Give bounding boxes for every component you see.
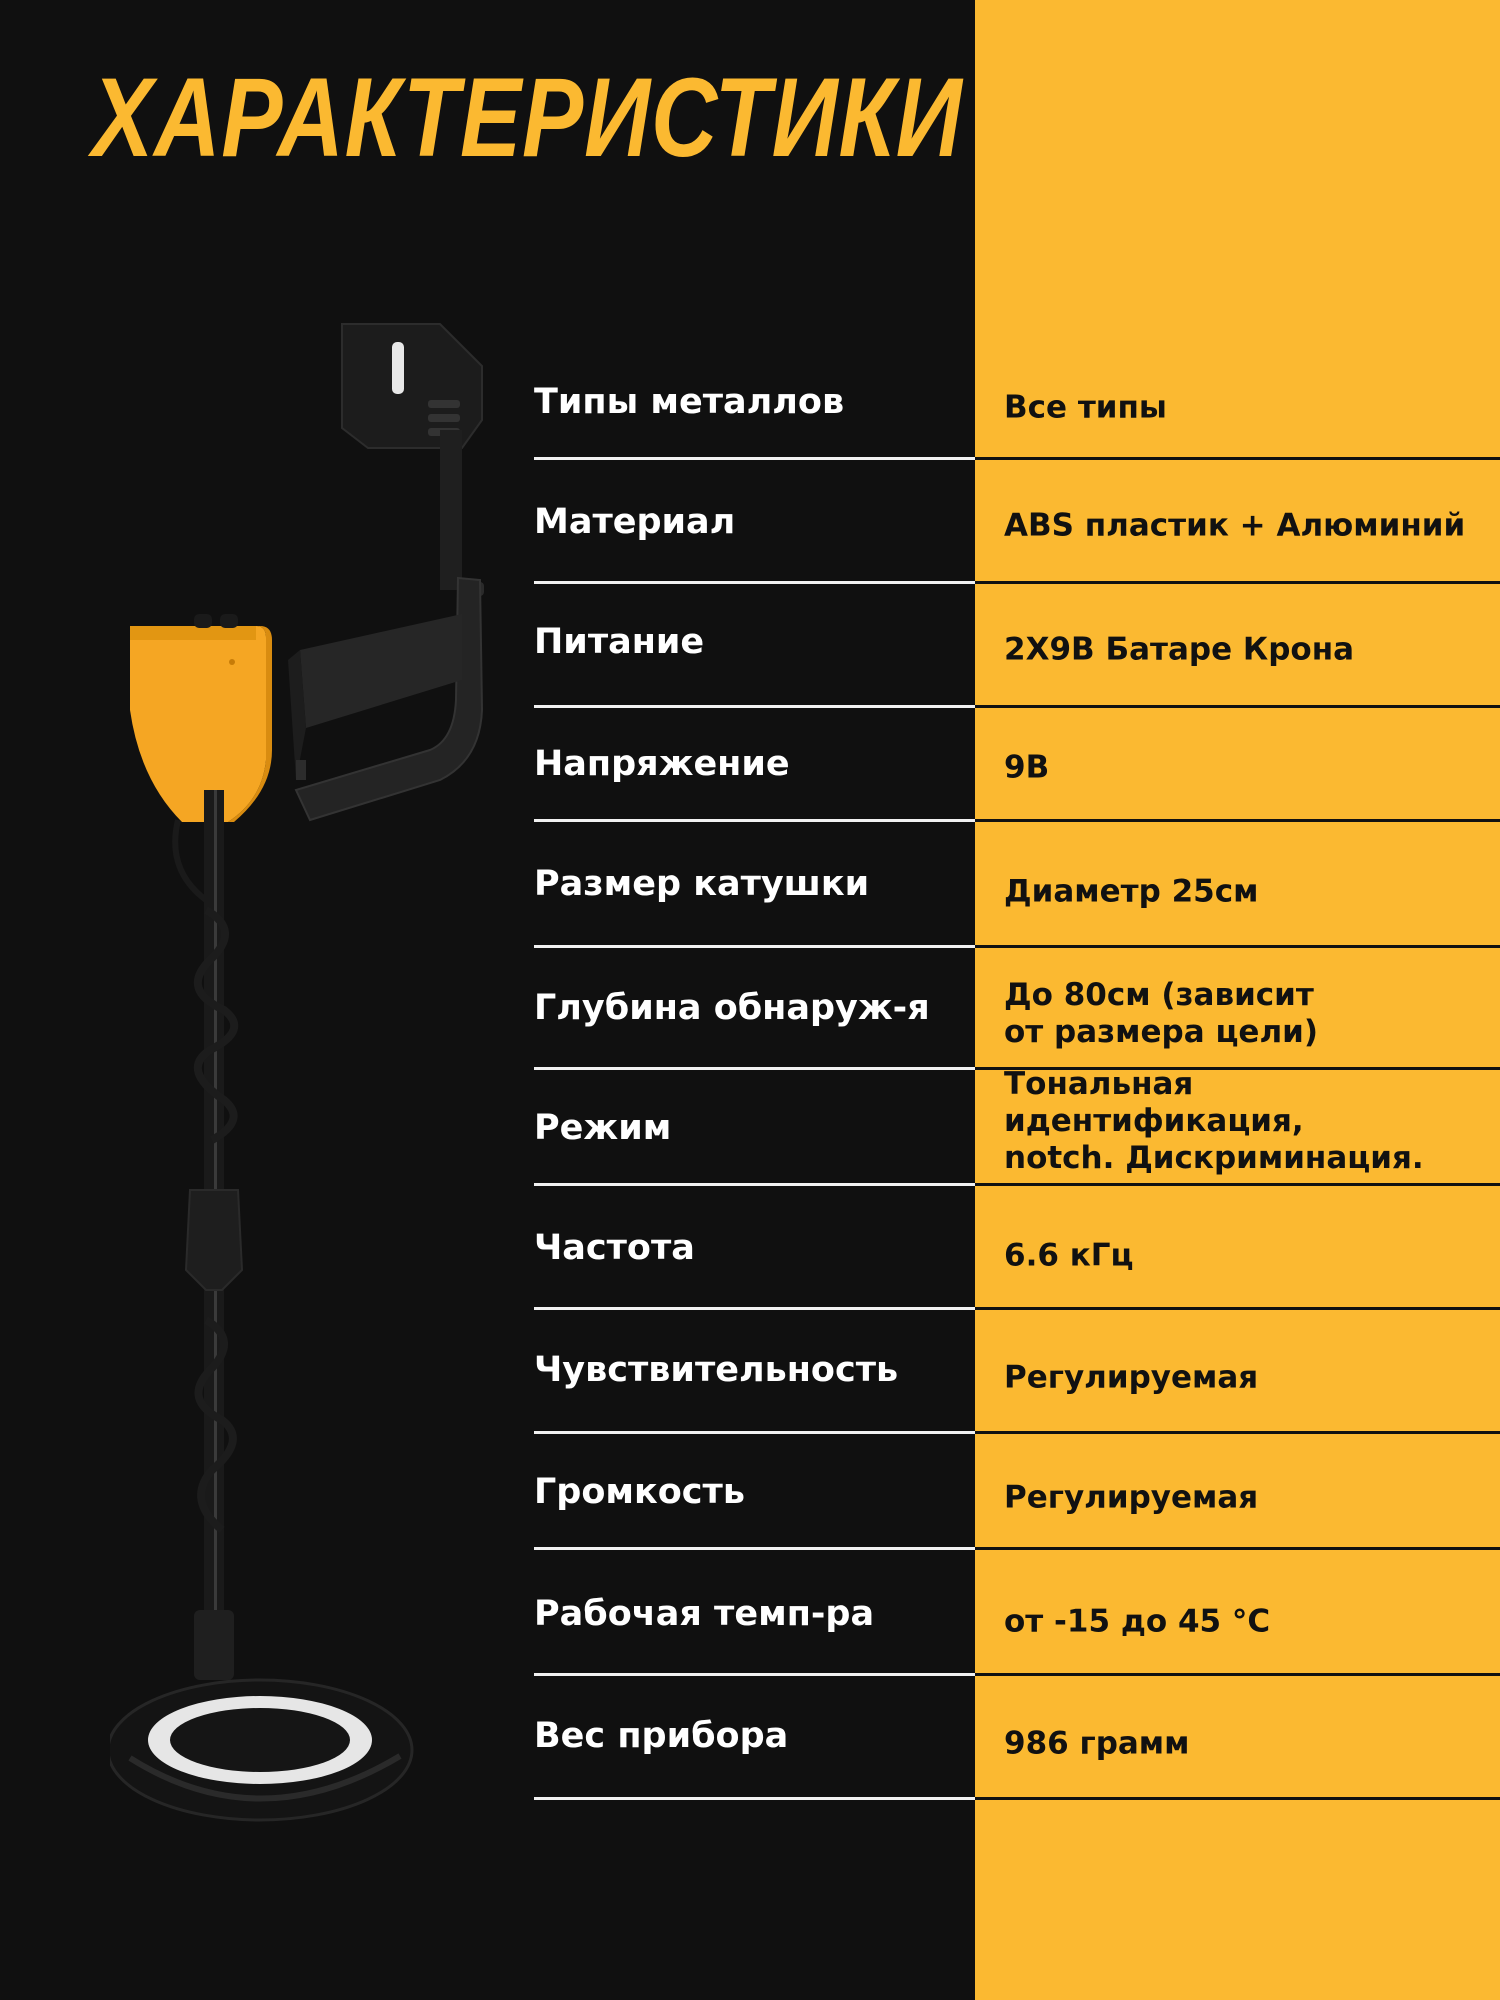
spec-value: Регулируемая xyxy=(1004,1479,1259,1516)
spec-label: Питание xyxy=(534,622,705,662)
spec-label: Чувствительность xyxy=(534,1350,899,1390)
spec-row xyxy=(0,1310,1500,1434)
spec-row xyxy=(0,1434,1500,1550)
spec-value: Все типы xyxy=(1004,389,1167,426)
spec-label: Напряжение xyxy=(534,744,790,784)
page-title: ХАРАКТЕРИСТИКИ xyxy=(92,55,963,180)
spec-row xyxy=(0,1186,1500,1310)
spec-value: До 80см (зависит от размера цели) xyxy=(1004,976,1319,1050)
spec-row xyxy=(0,340,1500,460)
spec-label: Режим xyxy=(534,1108,672,1148)
spec-value: Тональная идентификация, notch. Дискриминация. xyxy=(1004,1066,1424,1177)
spec-row xyxy=(0,1066,1500,1186)
spec-value: 6.6 кГц xyxy=(1004,1237,1134,1274)
spec-label: Вес прибора xyxy=(534,1716,789,1756)
spec-label: Рабочая темп-ра xyxy=(534,1594,875,1634)
spec-label: Глубина обнаруж-я xyxy=(534,988,930,1028)
spec-value: 9B xyxy=(1004,749,1050,786)
spec-value: Диаметр 25см xyxy=(1004,873,1259,910)
row-divider xyxy=(534,1797,1500,1800)
spec-label: Материал xyxy=(534,502,736,542)
spec-value: Регулируемая xyxy=(1004,1359,1259,1396)
spec-label: Громкость xyxy=(534,1472,745,1512)
spec-row xyxy=(0,708,1500,822)
spec-value: от -15 до 45 °C xyxy=(1004,1603,1271,1640)
spec-row xyxy=(0,948,1500,1070)
spec-row xyxy=(0,1550,1500,1676)
spec-label: Типы металлов xyxy=(534,382,845,422)
spec-value: 986 грамм xyxy=(1004,1725,1190,1762)
spec-value: ABS пластик + Алюминий xyxy=(1004,507,1466,544)
spec-label: Частота xyxy=(534,1228,695,1268)
spec-label: Размер катушки xyxy=(534,864,870,904)
spec-row xyxy=(0,460,1500,584)
spec-row xyxy=(0,822,1500,948)
spec-value: 2X9B Батаре Крона xyxy=(1004,631,1355,668)
spec-row xyxy=(0,584,1500,708)
spec-row xyxy=(0,1676,1500,1800)
